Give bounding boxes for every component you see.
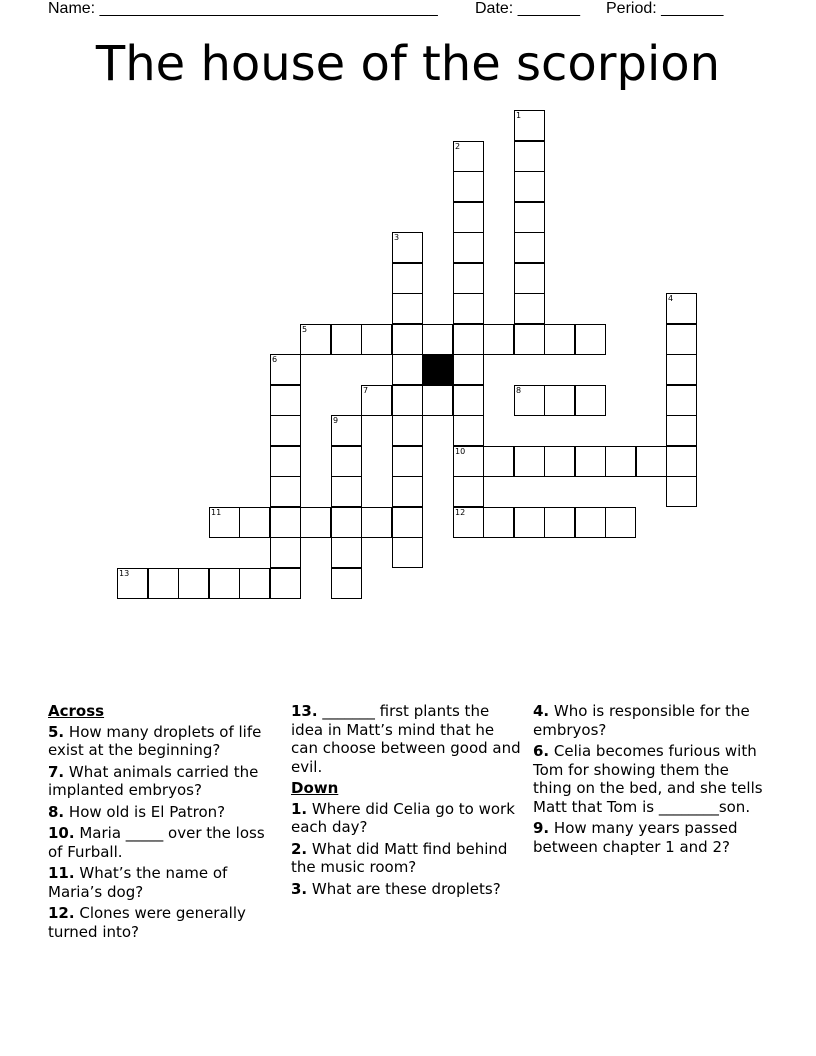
crossword-cell[interactable] bbox=[239, 568, 270, 599]
crossword-cell[interactable] bbox=[514, 324, 545, 355]
clue-column-2 bbox=[291, 702, 523, 901]
crossword-cell[interactable] bbox=[392, 446, 423, 477]
crossword-cell[interactable] bbox=[331, 476, 362, 507]
crossword-cell[interactable] bbox=[575, 507, 606, 538]
crossword-cell[interactable] bbox=[514, 263, 545, 294]
crossword-cell[interactable] bbox=[392, 324, 423, 355]
crossword-cell[interactable] bbox=[392, 507, 423, 538]
cell-number: 2 bbox=[455, 142, 461, 151]
crossword-cell[interactable] bbox=[514, 385, 545, 416]
crossword-cell[interactable] bbox=[636, 446, 667, 477]
crossword-cell[interactable] bbox=[514, 507, 545, 538]
crossword-cell[interactable] bbox=[331, 324, 362, 355]
clue-across-13 bbox=[291, 702, 523, 776]
crossword-cell[interactable] bbox=[270, 354, 301, 385]
crossword-cell[interactable] bbox=[453, 232, 484, 263]
crossword-cell[interactable] bbox=[514, 232, 545, 263]
crossword-cell[interactable] bbox=[270, 415, 301, 446]
cell-number: 4 bbox=[668, 294, 674, 303]
crossword-cell[interactable] bbox=[605, 507, 636, 538]
page-title: The house of the scorpion bbox=[95, 36, 721, 92]
crossword-cell[interactable] bbox=[361, 385, 392, 416]
clue-text: What animals carried the implanted embryos? bbox=[48, 762, 259, 799]
crossword-cell[interactable] bbox=[361, 324, 392, 355]
down-heading: Down bbox=[291, 779, 339, 797]
crossword-cell[interactable] bbox=[453, 324, 484, 355]
crossword-cell[interactable] bbox=[392, 293, 423, 324]
crossword-cell[interactable] bbox=[270, 568, 301, 599]
cell-number: 9 bbox=[333, 416, 339, 425]
crossword-cell[interactable] bbox=[392, 476, 423, 507]
crossword-cell[interactable] bbox=[514, 202, 545, 233]
crossword-cell[interactable] bbox=[361, 507, 392, 538]
name-field-label[interactable]: Name: ______________________________________ bbox=[48, 0, 438, 17]
crossword-cell[interactable] bbox=[666, 446, 697, 477]
crossword-cell[interactable] bbox=[270, 476, 301, 507]
clue-number: 1. bbox=[291, 799, 308, 818]
crossword-cell[interactable] bbox=[666, 324, 697, 355]
clue-column-1 bbox=[48, 702, 280, 944]
crossword-cell[interactable] bbox=[483, 507, 514, 538]
clue-text: Maria _____ over the loss of Furball. bbox=[48, 824, 265, 861]
crossword-cell[interactable] bbox=[666, 415, 697, 446]
clue-across-8 bbox=[48, 803, 280, 822]
clue-number: 3. bbox=[291, 879, 308, 898]
crossword-cell[interactable] bbox=[239, 507, 270, 538]
clue-number: 13. bbox=[291, 702, 318, 720]
crossword-cell[interactable] bbox=[483, 446, 514, 477]
clue-number: 10. bbox=[48, 824, 75, 842]
crossword-cell[interactable] bbox=[544, 507, 575, 538]
clue-number: 5. bbox=[48, 722, 65, 741]
crossword-cell[interactable] bbox=[270, 537, 301, 568]
crossword-cell[interactable] bbox=[392, 232, 423, 263]
cell-number: 3 bbox=[394, 233, 400, 242]
clue-text: Who is responsible for the embryos? bbox=[533, 702, 750, 739]
clue-text: Celia becomes furious with Tom for showing them the thing on the bed, and she tells Matt that Tom is ________son. bbox=[533, 742, 763, 816]
crossword-cell[interactable] bbox=[148, 568, 179, 599]
crossword-cell[interactable] bbox=[575, 385, 606, 416]
crossword-cell[interactable] bbox=[453, 385, 484, 416]
crossword-cell[interactable] bbox=[453, 446, 484, 477]
crossword-cell[interactable] bbox=[270, 385, 301, 416]
clue-down-1 bbox=[291, 800, 523, 837]
crossword-cell[interactable] bbox=[666, 385, 697, 416]
clue-down-6 bbox=[533, 742, 765, 816]
clue-down-4 bbox=[533, 702, 765, 739]
crossword-cell[interactable] bbox=[392, 263, 423, 294]
clue-text: What are these droplets? bbox=[311, 879, 501, 898]
clue-text: What’s the name of Maria’s dog? bbox=[48, 864, 228, 901]
clue-column-3 bbox=[533, 702, 765, 859]
clue-number: 2. bbox=[291, 839, 308, 858]
crossword-cell[interactable] bbox=[331, 446, 362, 477]
clue-down-3 bbox=[291, 880, 523, 899]
across-heading: Across bbox=[48, 702, 105, 720]
crossword-cell[interactable] bbox=[514, 293, 545, 324]
clue-down-2 bbox=[291, 840, 523, 877]
crossword-cell[interactable] bbox=[392, 354, 423, 385]
crossword-cell[interactable] bbox=[117, 568, 148, 599]
crossword-cell[interactable] bbox=[666, 293, 697, 324]
cell-number: 13 bbox=[119, 569, 130, 578]
crossword-cell[interactable] bbox=[575, 446, 606, 477]
clue-text: Clones were generally turned into? bbox=[48, 904, 246, 941]
cell-number: 12 bbox=[455, 508, 466, 517]
crossword-cell[interactable] bbox=[514, 141, 545, 172]
crossword-cell[interactable] bbox=[453, 263, 484, 294]
crossword-cell[interactable] bbox=[453, 141, 484, 172]
crossword-cell[interactable] bbox=[544, 324, 575, 355]
crossword-cell[interactable] bbox=[270, 507, 301, 538]
crossword-cell[interactable] bbox=[209, 568, 240, 599]
clue-number: 7. bbox=[48, 762, 65, 781]
crossword-cell[interactable] bbox=[453, 415, 484, 446]
clue-number: 11. bbox=[48, 864, 75, 882]
crossword-cell[interactable] bbox=[331, 537, 362, 568]
clue-across-11 bbox=[48, 864, 280, 901]
clue-number: 9. bbox=[533, 819, 550, 837]
crossword-cell[interactable] bbox=[453, 171, 484, 202]
cell-number: 5 bbox=[302, 325, 308, 334]
crossword-cell[interactable] bbox=[300, 507, 331, 538]
crossword-cell[interactable] bbox=[392, 415, 423, 446]
crossword-cell[interactable] bbox=[453, 293, 484, 324]
clue-number: 8. bbox=[48, 802, 65, 821]
clue-text: What did Matt find behind the music room? bbox=[291, 839, 508, 876]
crossword-cell[interactable] bbox=[544, 385, 575, 416]
crossword-cell[interactable] bbox=[514, 110, 545, 141]
clue-number: 6. bbox=[533, 742, 550, 760]
crossword-cell[interactable] bbox=[453, 507, 484, 538]
clue-across-5 bbox=[48, 723, 280, 760]
cell-number: 1 bbox=[516, 111, 522, 120]
cell-number: 11 bbox=[211, 508, 222, 517]
date-field-label[interactable]: Date: _______ bbox=[475, 0, 580, 17]
cell-number: 6 bbox=[272, 355, 278, 364]
clue-text: _______ first plants the idea in Matt’s mind that he can choose between good and evil. bbox=[291, 702, 521, 776]
crossword-cell[interactable] bbox=[392, 385, 423, 416]
crossword-cell[interactable] bbox=[422, 385, 453, 416]
crossword-cell[interactable] bbox=[453, 354, 484, 385]
crossword-cell[interactable] bbox=[575, 324, 606, 355]
crossword-cell[interactable] bbox=[453, 476, 484, 507]
clue-across-7 bbox=[48, 763, 280, 800]
cell-number: 8 bbox=[516, 386, 522, 395]
crossword-cell[interactable] bbox=[453, 202, 484, 233]
crossword-cell[interactable] bbox=[514, 171, 545, 202]
clue-down-9 bbox=[533, 819, 765, 856]
crossword-cell[interactable] bbox=[331, 507, 362, 538]
clue-text: How old is El Patron? bbox=[68, 802, 226, 821]
crossword-cell[interactable] bbox=[331, 415, 362, 446]
crossword-cell[interactable] bbox=[209, 507, 240, 538]
clue-text: Where did Celia go to work each day? bbox=[291, 799, 515, 836]
crossword-cell[interactable] bbox=[514, 446, 545, 477]
clue-across-10 bbox=[48, 824, 280, 861]
clue-number: 12. bbox=[48, 904, 75, 922]
clue-across-12 bbox=[48, 904, 280, 941]
crossword-black-cell bbox=[422, 354, 453, 385]
clue-text: How many droplets of life exist at the beginning? bbox=[48, 722, 262, 759]
period-field-label[interactable]: Period: _______ bbox=[606, 0, 724, 17]
crossword-cell[interactable] bbox=[666, 354, 697, 385]
crossword-cell[interactable] bbox=[422, 324, 453, 355]
crossword-cell[interactable] bbox=[270, 446, 301, 477]
crossword-cell[interactable] bbox=[544, 446, 575, 477]
crossword-cell[interactable] bbox=[300, 324, 331, 355]
clue-text: How many years passed between chapter 1 and 2? bbox=[533, 819, 738, 856]
crossword-cell[interactable] bbox=[483, 324, 514, 355]
crossword-cell[interactable] bbox=[605, 446, 636, 477]
crossword-cell[interactable] bbox=[666, 476, 697, 507]
crossword-cell[interactable] bbox=[392, 537, 423, 568]
cell-number: 10 bbox=[455, 447, 466, 456]
cell-number: 7 bbox=[363, 386, 369, 395]
crossword-cell[interactable] bbox=[331, 568, 362, 599]
clue-number: 4. bbox=[533, 702, 550, 720]
crossword-cell[interactable] bbox=[178, 568, 209, 599]
